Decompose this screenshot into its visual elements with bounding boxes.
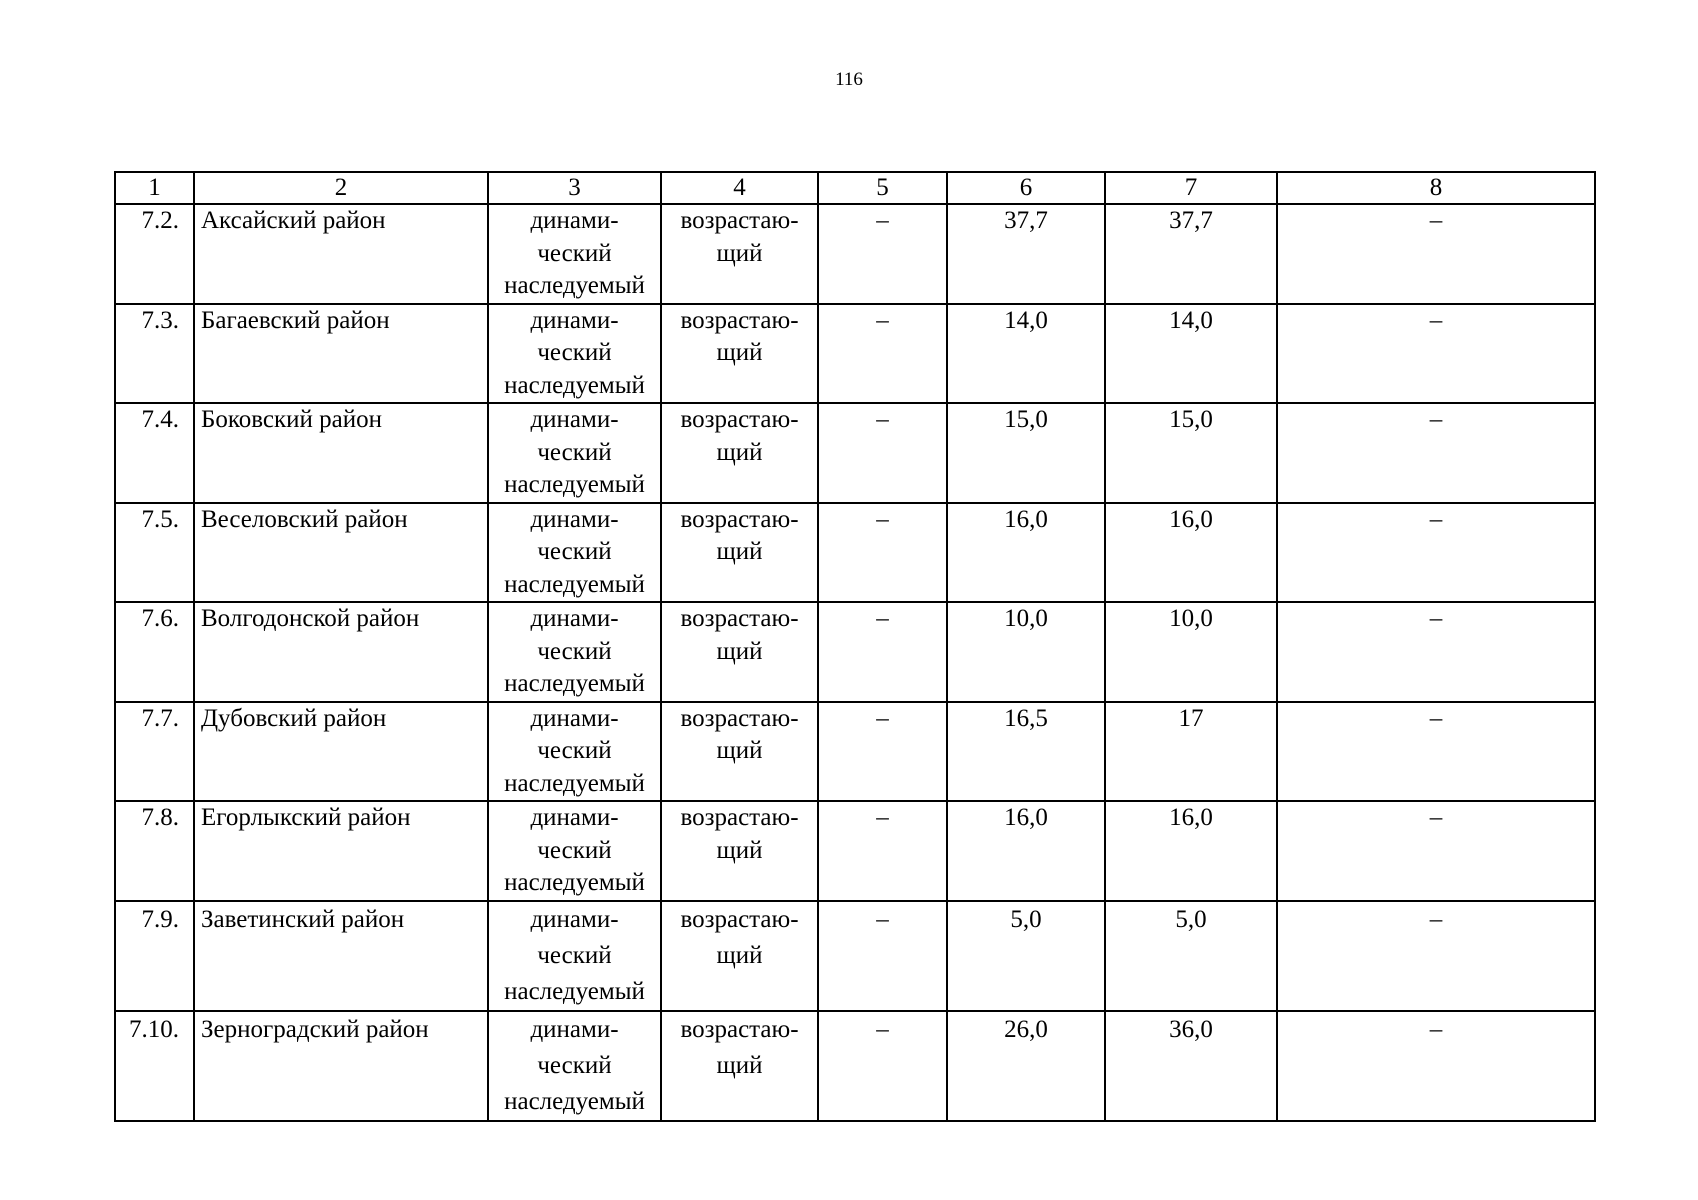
type-line: динами- — [530, 306, 619, 334]
header-cell: 4 — [661, 172, 818, 204]
type-cell — [488, 1011, 661, 1121]
col5-cell: – — [818, 1011, 947, 1121]
table-row — [115, 702, 1595, 802]
row-number: 7.8. — [115, 801, 194, 901]
type-cell — [488, 304, 661, 404]
table-row — [115, 304, 1595, 404]
table-row — [115, 1011, 1595, 1121]
trend-line: щий — [716, 637, 763, 665]
table-body — [115, 204, 1595, 1121]
trend-line: щий — [716, 1051, 763, 1079]
type-cell — [488, 901, 661, 1011]
trend-line: возрастаю- — [680, 207, 799, 234]
type-line: наследуемый — [504, 670, 645, 697]
header-row — [115, 172, 1595, 204]
col6-value: 10,0 — [947, 602, 1105, 702]
trend-line: щий — [716, 438, 763, 466]
trend-line: возрастаю- — [680, 905, 799, 933]
col7-value: 14,0 — [1105, 304, 1277, 404]
trend-cell — [661, 304, 818, 404]
type-cell — [488, 403, 661, 503]
header-cell: 2 — [194, 172, 488, 204]
col7-value: 37,7 — [1105, 204, 1277, 304]
type-line: наследуемый — [504, 272, 645, 299]
trend-line: возрастаю- — [680, 505, 799, 533]
type-line: ческий — [537, 538, 612, 565]
district-name: Веселовский район — [194, 503, 488, 603]
type-line: наследуемый — [504, 1087, 645, 1115]
table-row — [115, 901, 1595, 1011]
header-cell: 3 — [488, 172, 661, 204]
header-cell: 8 — [1277, 172, 1595, 204]
col8-cell: – — [1277, 1011, 1595, 1121]
col6-value: 14,0 — [947, 304, 1105, 404]
col7-value: 16,0 — [1105, 503, 1277, 603]
col6-value: 26,0 — [947, 1011, 1105, 1121]
trend-line: возрастаю- — [680, 804, 799, 831]
row-number: 7.4. — [115, 403, 194, 503]
col6-value: 37,7 — [947, 204, 1105, 304]
row-number: 7.2. — [115, 204, 194, 304]
col7-value: 10,0 — [1105, 602, 1277, 702]
trend-cell — [661, 1011, 818, 1121]
type-line: ческий — [537, 637, 612, 665]
type-line: динами- — [530, 704, 619, 732]
trend-line: возрастаю- — [680, 605, 799, 632]
type-line: динами- — [530, 406, 619, 433]
type-cell — [488, 602, 661, 702]
col8-cell: – — [1277, 801, 1595, 901]
data-table — [114, 171, 1596, 1122]
district-name: Аксайский район — [194, 204, 488, 304]
type-cell — [488, 702, 661, 802]
type-line: наследуемый — [504, 471, 645, 498]
table-row — [115, 503, 1595, 603]
col6-value: 16,0 — [947, 503, 1105, 603]
type-line: наследуемый — [504, 570, 645, 598]
type-cell — [488, 503, 661, 603]
col8-cell: – — [1277, 901, 1595, 1011]
col5-cell: – — [818, 602, 947, 702]
header-cell: 1 — [115, 172, 194, 204]
type-line: ческий — [537, 438, 612, 466]
col5-cell: – — [818, 403, 947, 503]
page-number: 116 — [835, 69, 863, 90]
table-row — [115, 204, 1595, 304]
col8-cell: – — [1277, 503, 1595, 603]
type-line: ческий — [537, 1051, 612, 1079]
type-line: динами- — [530, 505, 619, 533]
trend-line: щий — [716, 836, 763, 864]
row-number: 7.6. — [115, 602, 194, 702]
district-name: Дубовский район — [194, 702, 488, 802]
col6-value: 5,0 — [947, 901, 1105, 1011]
type-line: динами- — [530, 804, 619, 831]
district-name: Боковский район — [194, 403, 488, 503]
trend-line: щий — [716, 339, 763, 366]
header-cell: 6 — [947, 172, 1105, 204]
col8-cell: – — [1277, 403, 1595, 503]
district-name: Зерноградский район — [194, 1011, 488, 1121]
col8-cell: – — [1277, 602, 1595, 702]
trend-line: возрастаю- — [680, 704, 799, 732]
col8-cell: – — [1277, 304, 1595, 404]
col7-value: 16,0 — [1105, 801, 1277, 901]
type-line: динами- — [530, 605, 619, 632]
col7-value: 17 — [1105, 702, 1277, 802]
trend-cell — [661, 204, 818, 304]
type-cell — [488, 801, 661, 901]
row-number: 7.10. — [115, 1011, 194, 1121]
row-number: 7.3. — [115, 304, 194, 404]
col6-value: 16,5 — [947, 702, 1105, 802]
district-name: Багаевский район — [194, 304, 488, 404]
header-cell: 7 — [1105, 172, 1277, 204]
col7-value: 15,0 — [1105, 403, 1277, 503]
trend-cell — [661, 503, 818, 603]
col5-cell: – — [818, 304, 947, 404]
trend-cell — [661, 602, 818, 702]
trend-line: возрастаю- — [680, 306, 799, 334]
type-line: динами- — [530, 207, 619, 234]
row-number: 7.5. — [115, 503, 194, 603]
trend-cell — [661, 801, 818, 901]
col5-cell: – — [818, 204, 947, 304]
trend-cell — [661, 901, 818, 1011]
type-line: наследуемый — [504, 869, 645, 896]
type-line: ческий — [537, 239, 612, 267]
type-line: ческий — [537, 737, 612, 764]
type-line: динами- — [530, 1015, 619, 1043]
district-name: Волгодонской район — [194, 602, 488, 702]
col6-value: 15,0 — [947, 403, 1105, 503]
col5-cell: – — [818, 702, 947, 802]
table-row — [115, 602, 1595, 702]
district-name: Заветинский район — [194, 901, 488, 1011]
col6-value: 16,0 — [947, 801, 1105, 901]
type-line: динами- — [530, 905, 619, 933]
col7-value: 36,0 — [1105, 1011, 1277, 1121]
col8-cell: – — [1277, 204, 1595, 304]
type-line: наследуемый — [504, 371, 645, 399]
type-line: наследуемый — [504, 769, 645, 797]
type-line: ческий — [537, 836, 612, 864]
row-number: 7.7. — [115, 702, 194, 802]
type-line: ческий — [537, 941, 612, 969]
col5-cell: – — [818, 801, 947, 901]
trend-line: щий — [716, 737, 763, 764]
table-row — [115, 403, 1595, 503]
trend-line: щий — [716, 239, 763, 267]
trend-cell — [661, 403, 818, 503]
trend-line: возрастаю- — [680, 1015, 799, 1043]
trend-cell — [661, 702, 818, 802]
row-number: 7.9. — [115, 901, 194, 1011]
header-cell: 5 — [818, 172, 947, 204]
col5-cell: – — [818, 503, 947, 603]
type-cell — [488, 204, 661, 304]
trend-line: щий — [716, 538, 763, 565]
trend-line: возрастаю- — [680, 406, 799, 433]
district-name: Егорлыкский район — [194, 801, 488, 901]
trend-line: щий — [716, 941, 763, 969]
type-line: ческий — [537, 339, 612, 366]
col7-value: 5,0 — [1105, 901, 1277, 1011]
col8-cell: – — [1277, 702, 1595, 802]
table-row — [115, 801, 1595, 901]
type-line: наследуемый — [504, 977, 645, 1005]
col5-cell: – — [818, 901, 947, 1011]
